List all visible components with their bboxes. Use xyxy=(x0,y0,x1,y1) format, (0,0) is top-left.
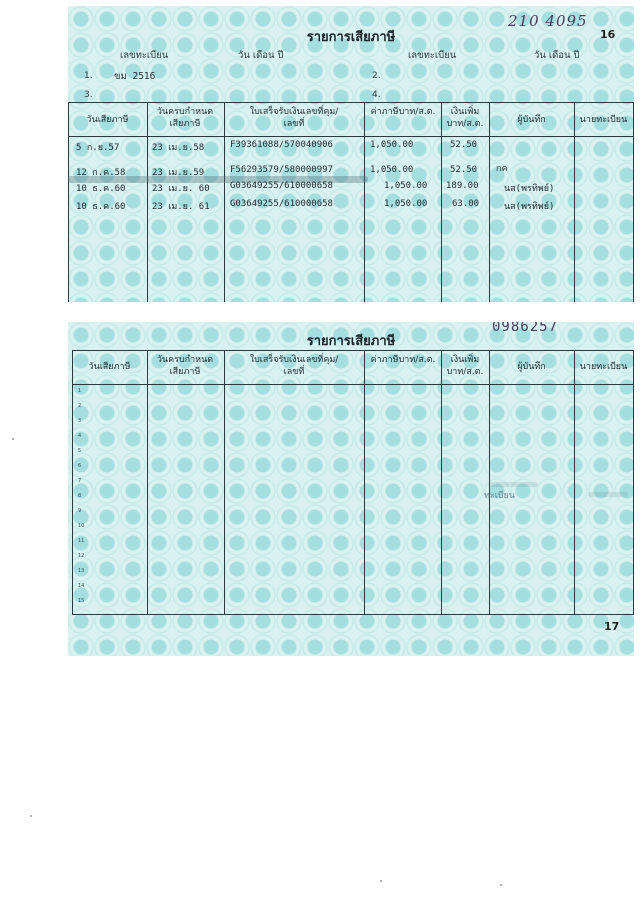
page-number: 17 xyxy=(604,620,620,633)
col-header: วันครบกำหนดเสียภาษี xyxy=(156,107,214,129)
scan-speck xyxy=(380,880,382,882)
reg-label-left: เลขทะเบียน xyxy=(120,50,169,61)
col-header: ใบเสร็จรับเงินเลขที่คุม/เลขที่ xyxy=(249,107,339,129)
col-header: วันเสียภาษี xyxy=(88,362,131,372)
reg-line-2: 2. xyxy=(372,71,381,81)
page-title: รายการเสียภาษี xyxy=(306,30,396,45)
reg-value-1: ขม 2516 xyxy=(114,71,156,82)
scan-speck xyxy=(30,815,32,817)
reg-line-4: 4. xyxy=(372,90,381,100)
page-number: 16 xyxy=(600,28,616,41)
col-header: เงินเพิ่มบาท/ส.ต. xyxy=(446,355,484,377)
date-label-left: วัน เดือน ปี xyxy=(238,50,284,61)
col-header: เงินเพิ่มบาท/ส.ต. xyxy=(446,107,484,129)
col-header: ใบเสร็จรับเงินเลขที่คุม/เลขที่ xyxy=(249,355,339,377)
ink-smudge xyxy=(588,492,628,497)
handwritten-note: 210 4095 xyxy=(508,12,588,30)
col-header: นายทะเบียน xyxy=(579,362,628,372)
col-header: ค่าภาษีบาท/ส.ต. xyxy=(370,355,436,365)
scan-speck xyxy=(12,438,14,440)
reg-line-1: 1. xyxy=(84,71,93,81)
col-header: นายทะเบียน xyxy=(579,115,628,125)
col-header: ค่าภาษีบาท/ส.ต. xyxy=(370,107,436,117)
reg-label-right: เลขทะเบียน xyxy=(408,50,457,61)
scan-speck xyxy=(500,884,502,886)
col-header: ผู้บันทึก xyxy=(517,115,546,125)
serial-number: 0986257 xyxy=(492,322,559,335)
date-label-right: วัน เดือน ปี xyxy=(534,50,580,61)
col-header: วันครบกำหนดเสียภาษี xyxy=(156,355,214,377)
faint-stamp: ทะเบียน xyxy=(484,491,515,501)
tax-page-17: รายการเสียภาษี 0986257 17 วันเสียภาษี วันครบกำหนดเสียภาษี ใบเสร็จรับเงินเลขที่คุม/เลขที่ ค่าภาษีบาท/ส.ต. เงินเพิ่มบาท/ส.ต. ผู้บันทึก นายทะเบียน 1 2 3 4 5 6 7 8 9 10 11 12 13 14 15 ทะเบียน xyxy=(68,322,634,656)
reg-line-3: 3. xyxy=(84,90,93,100)
page-title: รายการเสียภาษี xyxy=(306,334,396,349)
col-header: วันเสียภาษี xyxy=(86,115,129,125)
col-header: ผู้บันทึก xyxy=(517,362,546,372)
tax-page-16: รายการเสียภาษี 16 210 4095 เลขทะเบียน วัน เดือน ปี เลขทะเบียน วัน เดือน ปี 1. ขม 2516 2. 3. 4. วันเสียภาษี วันครบกำหนดเสียภาษี ใบเสร็จรับเงินเลขที่คุม/เลขที่ ค่าภาษีบาท/ส.ต. เงินเพิ่มบาท/ส.ต. ผู้บันทึก นายทะเบียน 5 ก.ย.57 23 เม.ย.58 F39361088/570040906 1,050.00 52.50 12 ก.ค.58 23 เม.ย.59 F56293579/580000997 1,050.00 52.50 กค 10 ธ.ค.60 23 เม.ย. 60 G03649255/610000658 1,050.00 189.00 นส(พรทิพย์) 10 ธ.ค.60 23 เม.ย. 61 G03649255/610000658 1,050.00 63.00 นส(พรทิพย์) xyxy=(68,6,634,302)
ink-smudge xyxy=(488,482,538,487)
